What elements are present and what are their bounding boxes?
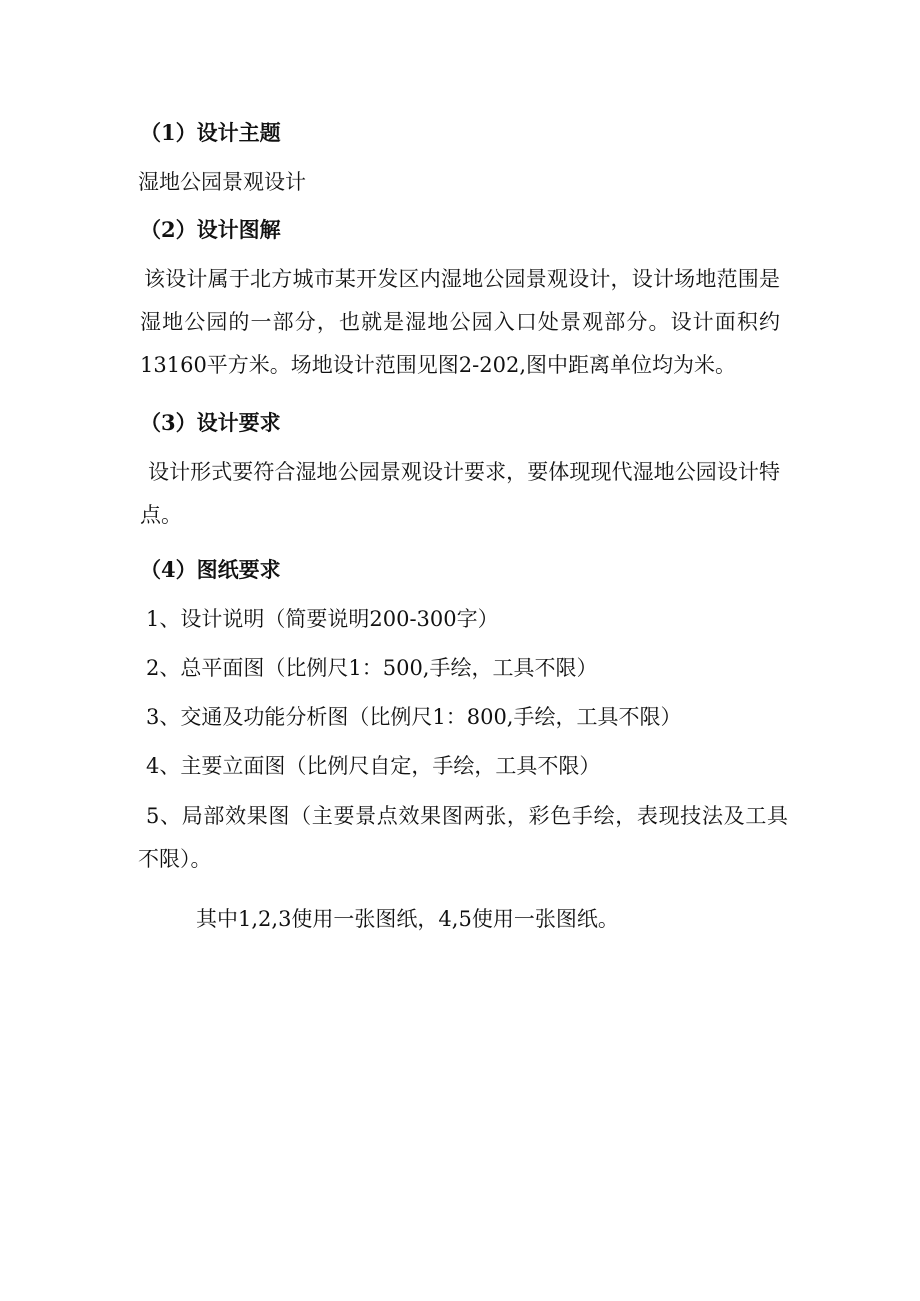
- closing-text: 其中1,2,3使用一张图纸，4,5使用一张图纸。: [196, 907, 619, 931]
- drawing-item-5: 5、局部效果图（主要景点效果图两张，彩色手绘，表现技法及工具不限）。: [138, 804, 788, 871]
- drawing-heading: （4）图纸要求: [140, 557, 281, 582]
- drawing-item-1: 1、设计说明（简要说明200-300字）: [146, 607, 499, 631]
- theme-heading: （1）设计主题: [140, 120, 281, 145]
- diagram-text: 该设计属于北方城市某开发区内湿地公园景观设计，设计场地范围是湿地公园的一部分，也就是湿地公园入口处景观部分。设计面积约13160平方米。场地设计范围见图2-202,图中距离单位均为米。: [140, 267, 780, 377]
- requirements-heading: （3）设计要求: [140, 410, 281, 435]
- drawing-item-2: 2、总平面图（比例尺1：500,手绘，工具不限）: [146, 656, 598, 680]
- drawing-item-3: 3、交通及功能分析图（比例尺1：800,手绘，工具不限）: [146, 705, 682, 729]
- drawing-item-4: 4、主要立面图（比例尺自定，手绘，工具不限）: [146, 754, 601, 778]
- requirements-text: 设计形式要符合湿地公园景观设计要求，要体现现代湿地公园设计特点。: [140, 460, 780, 527]
- diagram-heading: （2）设计图解: [140, 217, 281, 242]
- theme-text: 湿地公园景观设计: [138, 170, 306, 194]
